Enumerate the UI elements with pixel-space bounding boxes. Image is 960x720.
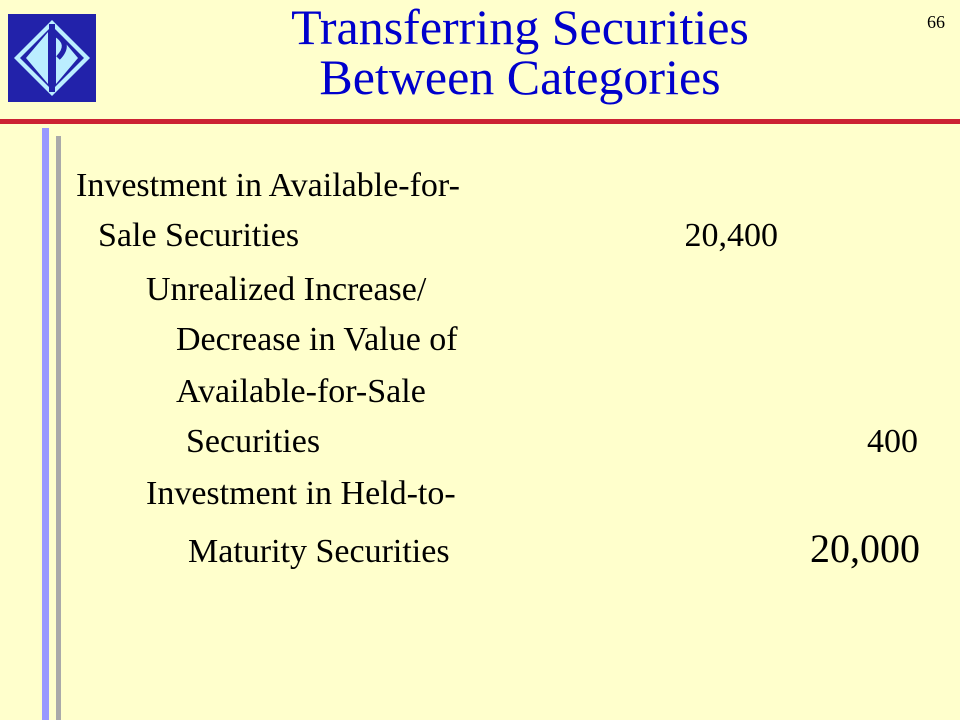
slide-title xyxy=(140,0,900,105)
left-accent-bar xyxy=(42,128,49,720)
page-number: 66 xyxy=(927,12,945,32)
title-line-1: Transferring Securities xyxy=(291,0,749,55)
credit-htm-amount: 20,000 xyxy=(810,526,920,571)
left-accent-bar-shadow xyxy=(56,136,61,720)
credit-unrealized-line-2: Decrease in Value of xyxy=(176,321,458,358)
credit-htm-line-1: Investment in Held-to- xyxy=(146,475,456,512)
title-divider xyxy=(0,119,960,124)
debit-account-line-2: Sale Securities xyxy=(98,217,300,254)
credit-unrealized-line-3: Available-for-Sale xyxy=(176,373,426,410)
debit-amount: 20,400 xyxy=(684,217,778,254)
credit-htm-line-2: Maturity Securities xyxy=(188,533,450,570)
title-line-2: Between Categories xyxy=(319,49,721,105)
debit-account-line-1: Investment in Available-for- xyxy=(76,167,460,204)
credit-unrealized-amount: 400 xyxy=(867,423,918,460)
publisher-logo-icon xyxy=(8,14,96,102)
credit-unrealized-line-4: Securities xyxy=(186,423,321,460)
credit-unrealized-line-1: Unrealized Increase/ xyxy=(146,271,427,308)
